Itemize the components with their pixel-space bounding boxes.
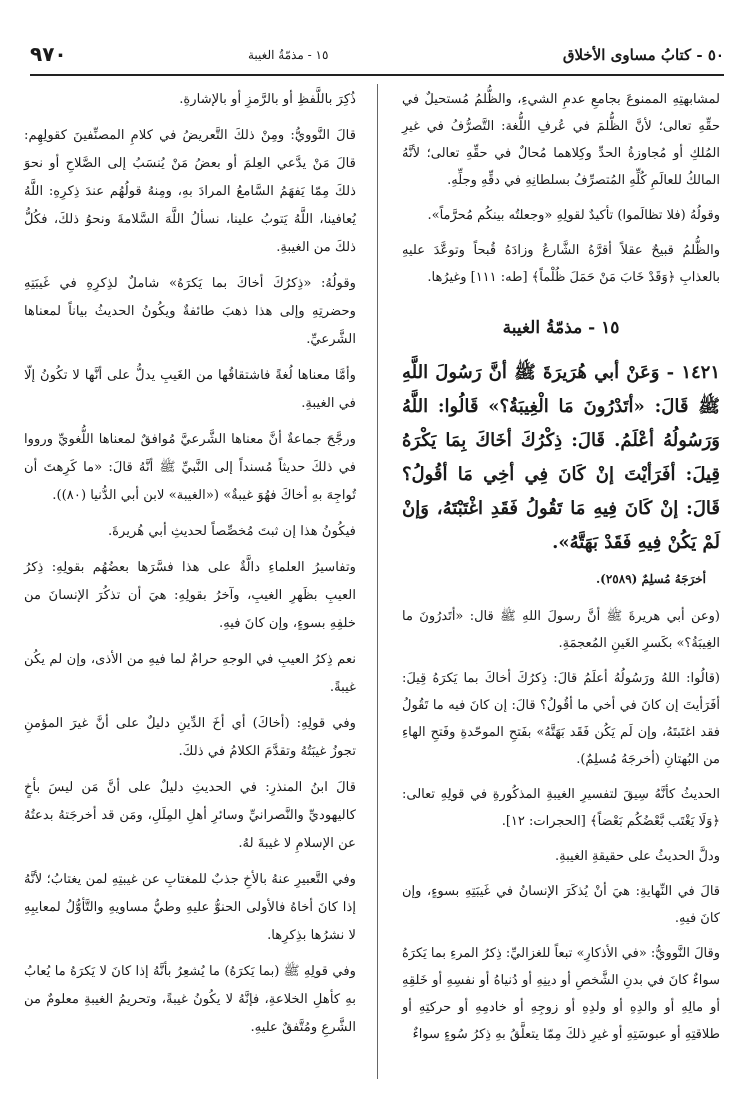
- paragraph: وفي التَّعبيرِ عنهُ بالأخِ جذبٌ للمغتابِ عن غيبتِهِ لمن يغتابُ؛ لأنَّهُ إذا كانَ أخاهُ فالأولى الحنوُّ عليهِ وطيُّ مساويهِ والتَّأوُّلُ لمعايبِهِ لا نشرُها بذِكرِها.: [24, 872, 356, 943]
- paragraph: (قالُوا: اللهُ ورَسُولُهُ أعلَمُ قالَ: ذِكرُكَ أخاكَ بما يَكرَهُ قِيلَ: أفَرَأيتَ إن كانَ في أخي ما أقُولُ؟ قالَ: إن كانَ فيه ما تَقُولُ فقد اغتَبتَهُ، وإن لَم يَكُن فَقَد بَهَتَّهُ» بفَتحِ الموحّدةِ وفَتحِ الهاءِ من البُهتانِ (أخرجَهُ مُسلِمٌ).: [402, 671, 720, 767]
- paragraph: ورجَّحَ جماعةٌ أنَّ معناها الشَّرعيَّ مُوافقٌ لمعناها اللُّغويِّ ورووا في ذلكَ حديثاً مُسنداً إلى النَّبيِّ ﷺ أنَّهُ قالَ: «ما كَرِهتَ أن تُواجِهَ بهِ أخاكَ فهُوَ غيبةٌ» («الغيبة» لابن أبي الدُّنيا (٨٠)).: [24, 432, 356, 503]
- page-header: [30, 40, 724, 70]
- section-heading: ١٥ - مذمّةُ الغيبة: [502, 318, 620, 338]
- paragraph: وتفاسيرُ العلماءِ دالَّةٌ على هذا فسَّرَها بعضُهُم بقولِهِ: ذِكرُ العيبِ بظَهرِ الغيبِ، وآخرُ بقولِهِ: هيَ أن تذكُرَ الإنسانَ من خلفِهِ بسوءٍ، وإن كانَ فيهِ.: [24, 560, 356, 631]
- paragraph: وفي قولِهِ ﷺ (بما يَكرَهُ) ما يُشعِرُ بأنَّهُ إذا كانَ لا يَكرَهُ ما يُعابُ بهِ كأهلِ الخلاعةِ، فإنَّهُ لا يكُونُ غيبةً، وتحريمُ الغيبةِ معلومٌ من الشَّرعِ ومُتَّفقٌ عليهِ.: [24, 964, 356, 1035]
- page-number: ٩٧٠: [30, 42, 67, 66]
- left-column: [24, 86, 356, 1050]
- paragraph: (وعن أبي هريرةَ ﷺ أنَّ رسولَ اللهِ ﷺ قال: «أتَدرُونَ ما الغِيبَةُ؟» بكَسرِ الغَينِ المُعجمَةِ.: [402, 609, 720, 651]
- paragraph: الحديثُ كأنَّهُ سِيقَ لتفسيرِ الغيبةِ المذكُورةِ في قولِهِ تعالى: ﴿وَلَا يَغْتَب بَّعْضُكُم بَعْضاً﴾ [الحجرات: ١٢].: [402, 787, 720, 829]
- column-divider: [377, 84, 378, 1079]
- section-running-title: ١٥ - مذمّةُ الغيبة: [248, 48, 329, 62]
- paragraph: نعم ذِكرُ العيبِ في الوجهِ حرامٌ لما فيهِ من الأذى، وإن لم يكُن غيبةً.: [24, 652, 356, 695]
- paragraph: قالَ في النِّهايةِ: هيَ أنْ يُذكَرَ الإنسانُ في غَيبَتِهِ بسوءٍ، وإن كانَ فيهِ.: [402, 884, 720, 926]
- hadith-source: أخرَجَهُ مُسلِمٌ (٢٥٨٩).: [596, 572, 706, 586]
- paragraph: ذُكِرَ باللَّفظِ أو بالرَّمزِ أو بالإشارةِ.: [179, 92, 356, 107]
- paragraph: وقولُهُ: «ذِكرُكَ أخاكَ بما يَكرَهُ» شاملٌ لذِكرِهِ في غَيبَتِهِ وحضرتِهِ وإلى هذا ذهبَ طائفةٌ ويكُونُ الحديثُ بياناً لمعناها الشَّرعيِّ.: [24, 276, 356, 347]
- paragraph: قالَ ابنُ المنذرِ: في الحديثِ دليلٌ على أنَّ مَن ليسَ بأخٍ كاليهوديِّ والنَّصرانيِّ وسائرِ أهلِ المِلَلِ، ومَن قد أخرجَتهُ بدعتُهُ عن الإسلامِ لا غيبةَ لهُ.: [24, 780, 356, 851]
- header-rule: [30, 74, 724, 76]
- chapter-title: ٥٠ - كتابُ مساوى الأخلاق: [562, 46, 724, 64]
- paragraph: وقولُهُ (فلا تظالَموا) تأكيدٌ لقولِهِ «وجعلتُه بينكُم مُحرَّماً».: [427, 208, 720, 223]
- paragraph: فيكُونُ هذا إن ثبتَ مُخصِّصاً لحديثِ أبي هُريرةَ.: [107, 524, 356, 539]
- paragraph: قالَ النَّوويُّ: ومِنْ ذلكَ التَّعريضُ في كلامِ المصنِّفينَ كقولِهِم: قالَ مَنْ يدَّعي العِلمَ أو بعضُ مَنْ يُنسَبُ إلى الصَّلاحِ أو نحوَ ذلكَ مِمّا يَفهَمُ السَّامعُ المرادَ بهِ، ومِنهُ قولُهُم عندَ ذِكرِهِ: اللَّهُ يُعافينا، اللَّهُ يَتوبُ علينا، نسألُ اللَّهَ السَّلامةَ ونحوُ ذلكَ، فكُلُّ ذلكَ من الغيبةِ.: [24, 128, 356, 255]
- paragraph: وفي قولِهِ: (أخاكَ) أي أخَ الدِّينِ دليلٌ على أنَّ غيرَ المؤمنِ تجوزُ غيبَتُهُ وتقدَّمَ الكلامُ في ذلكَ.: [24, 716, 356, 759]
- paragraph: ودلَّ الحديثُ على حقيقةِ الغيبةِ.: [555, 849, 720, 864]
- paragraph: لمشابهتِهِ الممنوعَ بجامعِ عدمِ الشيءِ، والظُّلمُ مُستحيلٌ في حقِّهِ تعالى؛ لأنَّ الظُّلمَ في عُرفِ اللُّغة: التَّصرُّفُ في غيرِ المُلكِ أو مُجاوزةُ الحدِّ وكِلاهما مُحالٌ في حقِّهِ تعالى؛ لأنَّهُ المالكُ للعالَمِ كُلِّهِ المُتصرِّفُ بسلطانِهِ في دقِّهِ وجلِّهِ.: [402, 92, 720, 188]
- hadith-text: ١٤٢١ - وَعَنْ أبي هُرَيرَةَ ﷺ أنَّ رَسُولَ اللَّهِ ﷺ قَالَ: «أتَدْرُونَ مَا الْغِيبَةُ؟» قَالُوا: اللَّهُ وَرَسُولُهُ أعْلَمُ. قَالَ: ذِكْرُكَ أخَاكَ بِمَا يَكْرَهُ قِيلَ: أفَرَأيْتَ إنْ كَانَ فِي أخِي مَا أقُولُ؟ قَالَ: إنْ كَانَ فِيهِ مَا تَقُولُ فَقَدِ اغْتَبْتَهُ، وَإنْ لَمْ يَكُنْ فِيهِ فَقَدْ بَهَتَّهُ».: [402, 362, 720, 553]
- paragraph: وأمَّا معناها لُغةً فاشتقاقُها من الغَيبِ يدلُّ على أنَّها لا تكُونُ إلّا في الغيبةِ.: [24, 368, 356, 411]
- right-column: [402, 86, 720, 1056]
- paragraph: وقالَ النَّوويُّ: «في الأذكارِ» تبعاً للغزاليِّ: ذِكرُ المرءِ بما يَكرَهُ سواءٌ كانَ في بدنِ الشَّخصِ أو دينِهِ أو دُنياهُ أو نفسِهِ أو خَلقِهِ أو مالِهِ أو والدِهِ أو ولدِهِ أو زوجِهِ أو خادمِهِ أو حركتِهِ أو طلاقتِهِ أو عبوسَتِهِ أو غيرِ ذلكَ مِمّا يتعلَّقُ بهِ ذِكرُ سُوءٍ سواءٌ: [401, 946, 720, 1042]
- paragraph: والظُّلمُ قبيحٌ عقلاً أقرَّهُ الشَّارعُ وزادَهُ قُبحاً وتوعَّدَ عليهِ بالعذابِ ﴿وَقَدْ خَابَ مَنْ حَمَلَ ظُلْماً﴾ [طه: ١١١] وغيرُها.: [402, 243, 720, 285]
